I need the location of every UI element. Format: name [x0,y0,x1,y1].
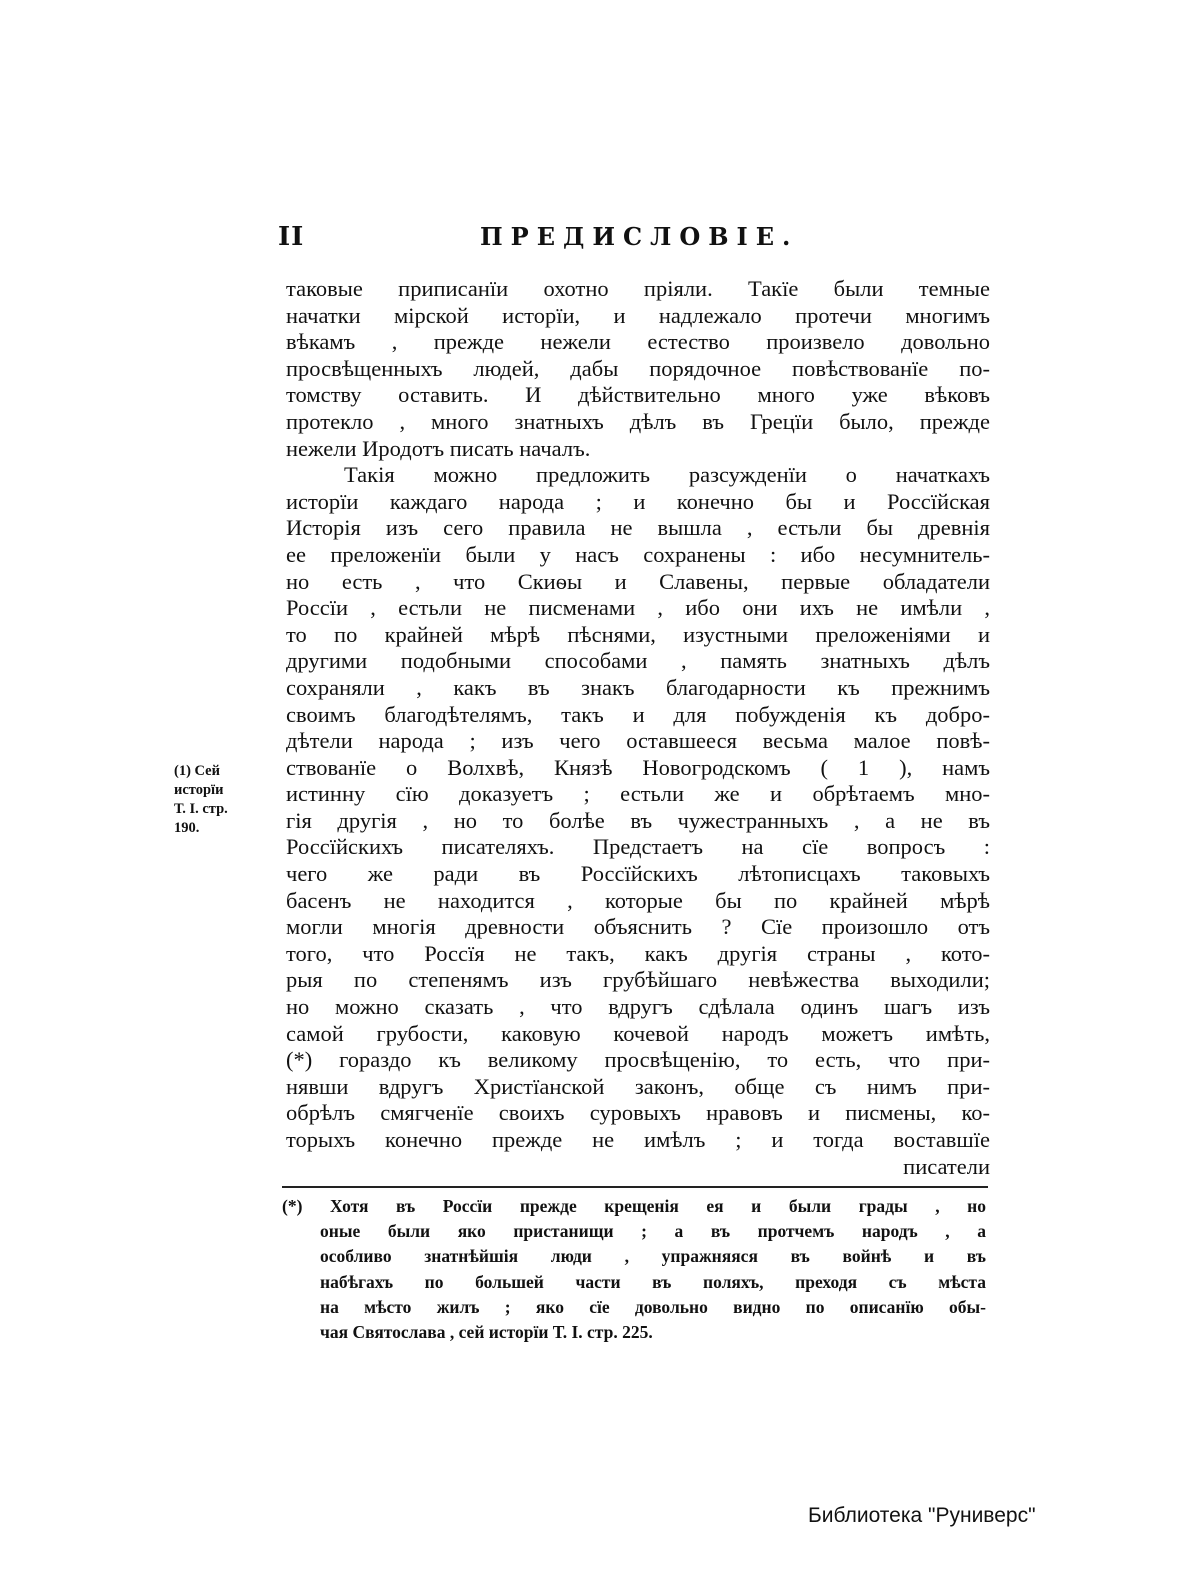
page-number: II [278,222,305,252]
footnote-line: особливо знатнѣйшія люди , упражняяся въ войнѣ и въ [320,1246,986,1267]
footnote [282,1194,986,1345]
body-line: Исторія изъ сего правила не вышла , естьли бы древнія [286,515,990,541]
body-line: могли многія древности объяснить ? Сїе произошло отъ [286,914,990,940]
footnote-line: (*) Хотя въ Россїи прежде крещенія ея и были грады , но [282,1196,986,1216]
body-line: басенъ не находится , которые бы по крайней мѣрѣ [286,887,990,913]
footnote-line: оные были яко пристанищи ; а въ протчемъ народъ , а [320,1221,986,1242]
body-line: торыхъ конечно прежде не имѣлъ ; и тогда воставшїе [286,1127,990,1152]
body-line: того, что Россїя не такъ, какъ другія страны , кото- [286,940,990,966]
body-line: (*) гораздо къ великому просвѣщенію, то есть, что при- [286,1047,990,1073]
body-line: рыя по степенямъ изъ грубѣйшаго невѣжества выходили; [286,967,990,993]
body-line: вѣкамъ , прежде нежели естество произвело довольно [286,329,990,355]
body-line: таковые приписанїи охотно пріяли. Такїе были темные [286,276,990,301]
body-line: чего же ради въ Россїйскихъ лѣтописцахъ таковыхъ [286,861,990,887]
margin-note-line: исторїи [174,782,224,798]
margin-note-line: Т. I. стр. [174,801,228,817]
body-line: другими подобными способами , память знатныхъ дѣлъ [286,648,990,674]
body-line: нежели Иродотъ писать началъ. [286,435,591,461]
footnote-divider [282,1186,988,1188]
body-line: но есть , что Скиѳы и Славены, первые обладатели [286,568,990,594]
main-text [286,276,990,1180]
footnote-line: набѣгахъ по большей части въ поляхъ, преходя съ мѣста [320,1271,986,1292]
catchword: писатели [903,1153,990,1179]
body-line: то по крайней мѣрѣ пѣснями, изустными преложеніями и [286,621,990,647]
body-line: протекло , много знатныхъ дѣлъ въ Грецїи было, прежде [286,408,990,434]
running-head: ПРЕДИСЛОВІЕ. [480,222,799,251]
footnote-line: на мѣсто жилъ ; яко сїе довольно видно по описанїю обы- [320,1296,986,1317]
body-line: обрѣлъ смягченїе своихъ суровыхъ нравовъ и писмены, ко- [286,1100,990,1126]
body-line: самой грубости, каковую кочевой народъ можетъ имѣть, [286,1020,990,1046]
body-line: своимъ благодѣтелямъ, такъ и для побужденія къ добро- [286,701,990,727]
body-line: просвѣщенныхъ людей, дабы порядочное повѣствованїе по- [286,355,990,381]
body-line: сохраняли , какъ въ знакъ благодарности къ прежнимъ [286,674,990,700]
body-line: исторїи каждаго народа ; и конечно бы и Россїйская [286,488,990,514]
library-credit: Библиотека "Руниверс" [808,1504,1036,1527]
body-line: но можно сказать , что вдругъ сдѣлала одинъ шагъ изъ [286,994,990,1020]
body-line: нявши вдругъ Христїанской законъ, обще съ нимъ при- [286,1073,990,1099]
body-line: томству оставить. И дѣйствительно много уже вѣковъ [286,382,990,408]
body-line: ее преложенїи были у насъ сохранены : ибо несумнитель- [286,541,990,567]
body-line: Такія можно предложить разсужденїи о начаткахъ [344,462,990,488]
body-line: гія другія , но то болѣе въ чужестранныхъ , а не въ [286,807,990,833]
margin-note-line: 190. [174,820,200,836]
body-line: Россїйскихъ писателяхъ. Предстаетъ на сїе вопросъ : [286,834,990,860]
body-line: Россїи , естьли не писменами , ибо они ихъ не имѣли , [286,595,990,621]
body-line: дѣтели народа ; изъ чего оставшееся весьма малое повѣ- [286,728,990,754]
footnote-line: чая Святослава , сей исторїи Т. I. стр. 225. [320,1321,653,1342]
body-line: ствованїе о Волхвѣ, Князѣ Новогродскомъ ( 1 ), намъ [286,754,990,780]
body-line: начатки мірской исторїи, и надлежало протечи многимъ [286,302,990,328]
body-line: истинну сїю доказуетъ ; естьли же и обрѣтаемъ мно- [286,781,990,807]
margin-note-line: (1) Сей [174,763,220,779]
margin-note [174,762,284,838]
